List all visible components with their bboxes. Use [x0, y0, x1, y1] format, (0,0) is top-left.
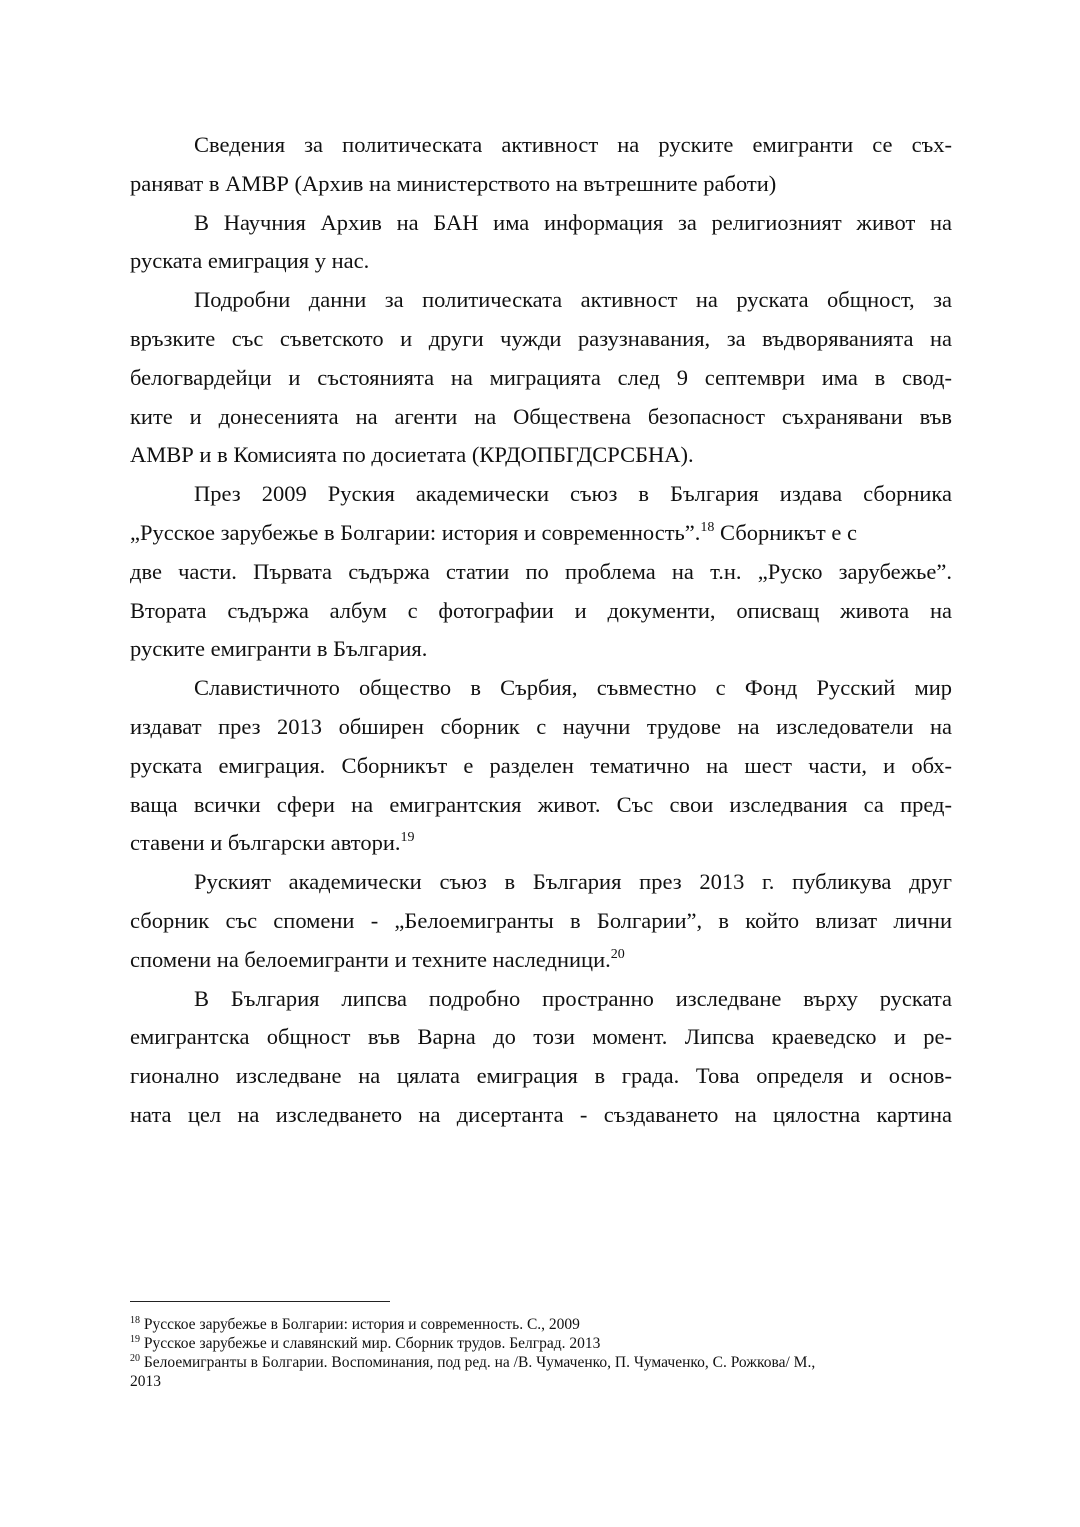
footnote-18	[130, 1315, 952, 1334]
footnote-text: Русское зарубежье и славянский мир. Сборник трудов. Белград. 2013	[143, 1335, 601, 1352]
paragraph-line: През 2009 Руския академически съюз в България издава сборника	[194, 481, 952, 507]
paragraph-line: Сведения за политическата активност на руските емигранти се съх-	[194, 132, 952, 157]
paragraph-line: Славистичното общество в Сърбия, съвместно с Фонд Русский мир	[194, 675, 952, 701]
paragraph-line: ната цел на изследването на дисертанта - създаването на цялостна картина	[130, 1101, 952, 1127]
paragraph-line: В България липсва подробно пространно изследване върху руската	[194, 985, 952, 1011]
footnote-ref-19: 19	[400, 830, 415, 846]
footnotes	[130, 1315, 952, 1391]
paragraph-line: Руският академически съюз в България през 2013 г. публикува друг	[194, 869, 952, 895]
paragraph-line-tail: Сборникът е с	[714, 519, 857, 545]
paragraph-line: В Научния Архив на БАН има информация за религиозният живот на	[194, 209, 952, 235]
footnote-text: Белоемигранты в Болгарии. Воспоминания, под ред. на /В. Чумаченко, П. Чумаченко, С. Рожкова/ М.,	[143, 1354, 816, 1371]
paragraph-line	[130, 824, 952, 863]
paragraph-line: ваща всички сфери на емигрантския живот. Със свои изследвания са пред-	[130, 791, 952, 817]
paragraph-line-text: „Русское зарубежье в Болгарии: история и современность”.	[130, 519, 701, 545]
footnote-19	[130, 1334, 952, 1353]
paragraph-line: гионално изследване на цялата емиграция в града. Това определя и основ-	[130, 1063, 952, 1089]
paragraph-line: руската емиграция. Сборникът е разделен тематично на шест части, и обх-	[130, 752, 952, 778]
body-text	[130, 126, 952, 1135]
paragraph-line: Подробни данни за политическата активност на руската общност, за	[194, 287, 952, 313]
paragraph-line: белогвардейци и състоянията на миграцията след 9 септември има в свод-	[130, 364, 952, 390]
paragraph-line: две части. Първата съдържа статии по проблема на т.н. „Руско зарубежье”.	[130, 558, 952, 584]
paragraph-line: руските емигранти в България.	[130, 636, 428, 662]
paragraph-line: ките и донесенията на агенти на Обществена безопасност съхранявани във	[130, 403, 952, 429]
footnote-text: Русское зарубежье в Болгарии: история и современность. С., 2009	[143, 1316, 580, 1333]
footnote-ref-18: 18	[700, 519, 715, 535]
footnote-number: 18	[130, 1315, 140, 1326]
paragraph-line: връзките със съветското и други чужди разузнавания, за въдворяванията на	[130, 325, 952, 351]
paragraph-line: Втората съдържа албум с фотографии и документи, описващ живота на	[130, 597, 952, 623]
paragraph-line: емигрантска общност във Варна до този момент. Липсва краеведско и ре-	[130, 1024, 952, 1050]
paragraph-line: сборник със спомени - „Белоемигранты в Болгарии”, в който влизат лични	[130, 907, 952, 933]
footnote-20	[130, 1353, 952, 1372]
paragraph-line: раняват в АМВР (Архив на министерството на вътрешните работи)	[130, 170, 777, 196]
paragraph-line-text: ставени и български автори.	[130, 830, 401, 856]
paragraph-line: руската емиграция у нас.	[130, 248, 370, 274]
footnote-ref-20: 20	[610, 946, 625, 962]
footnote-number: 19	[130, 1334, 140, 1345]
paragraph-line	[130, 941, 952, 980]
paragraph-line: АМВР и в Комисията по досиетата (КРДОПБГДСРСБНА).	[130, 442, 694, 468]
paragraph-line	[130, 514, 952, 553]
paragraph-line: издават през 2013 обширен сборник с научни трудове на изследователи на	[130, 713, 952, 739]
footnote-20-continued: 2013	[130, 1373, 161, 1390]
footnote-separator	[130, 1301, 390, 1302]
paragraph-line-text: спомени на белоемигранти и техните наследници.	[130, 946, 611, 972]
footnote-number: 20	[130, 1353, 140, 1364]
